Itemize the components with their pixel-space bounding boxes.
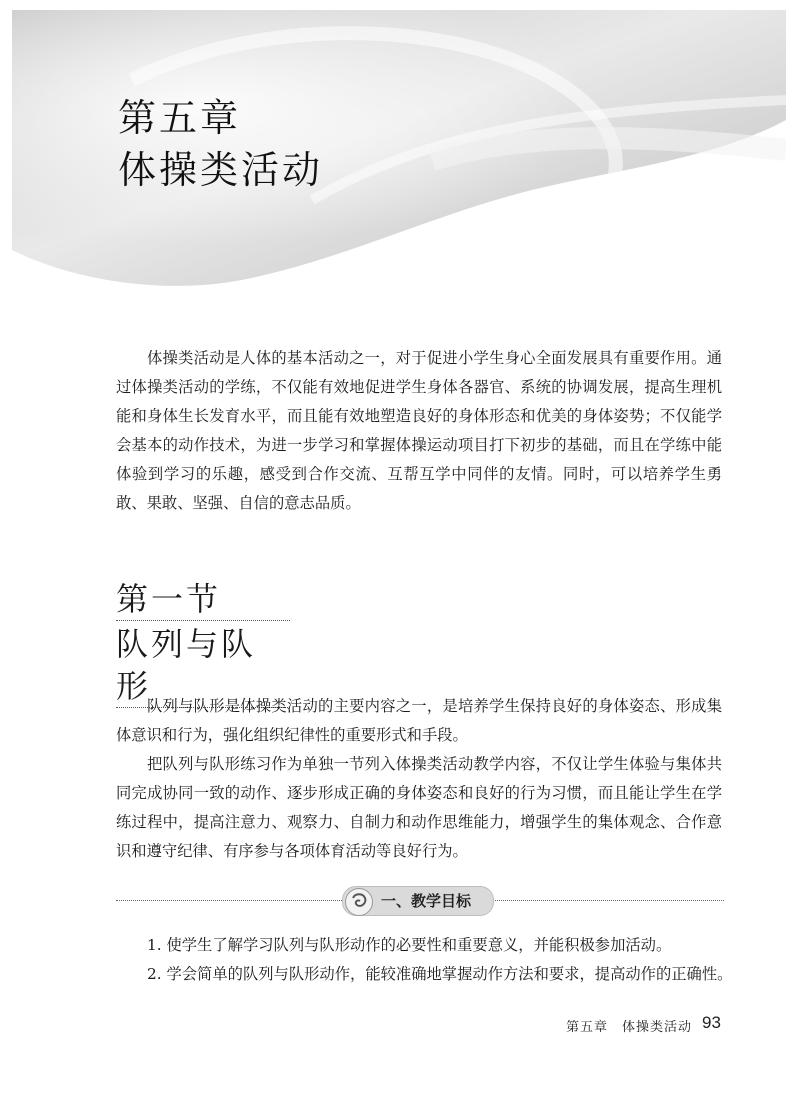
goal-item: 1. 使学生了解学习队列与队形动作的必要性和重要意义，并能积极参加活动。 [147,936,672,954]
swirl-icon [345,888,373,916]
page-footer [0,1013,800,1037]
section-number: 第一节 [116,578,290,621]
chapter-name: 体操类活动 [118,148,324,192]
section-name: 队列与队形 [116,623,290,708]
goals-heading-pill [342,886,494,916]
goal-item: 2. 学会简单的队列与队形动作，能较准确地掌握动作方法和要求，提高动作的正确性。 [147,965,733,983]
teaching-goals-header [116,886,724,916]
chapter-number: 第五章 [118,96,242,140]
page-number: 93 [702,1013,721,1032]
section-paragraph-2: 把队列与队形练习作为单独一节列入体操类活动教学内容，不仅让学生体验与集体共同完成协同一致的动作、逐步形成正确的身体姿态和良好的行为习惯，而且能让学生在学练过程中，提高注意力、观察力、自制力和动作思维能力，增强学生的集体观念、合作意识和遵守纪律、有序参与各项体育活动等良好行为。 [116,755,722,860]
chapter-title [118,92,323,196]
chapter-intro-paragraph: 体操类活动是人体的基本活动之一，对于促进小学生身心全面发展具有重要作用。通过体操类活动的学练，不仅能有效地促进学生身体各器官、系统的协调发展，提高生理机能和身体生长发育水平，而且能有效地塑造良好的身体形态和优美的身体姿势；不仅能学会基本的动作技术，为进一步学习和掌握体操运动项目打下初步的基础，而且在学练中能体验到学习的乐趣，感受到合作交流、互帮互学中同伴的友情。同时，可以培养学生勇敢、果敢、坚强、自信的意志品质。 [116,349,722,512]
section-paragraph-1: 队列与队形是体操类活动的主要内容之一，是培养学生保持良好的身体姿态、形成集体意识和行为，强化组织纪律性的重要形式和手段。 [116,697,722,744]
section-title [116,578,290,708]
goals-heading: 一、教学目标 [381,892,472,910]
footer-chapter-label: 第五章 体操类活动 [566,1020,693,1035]
